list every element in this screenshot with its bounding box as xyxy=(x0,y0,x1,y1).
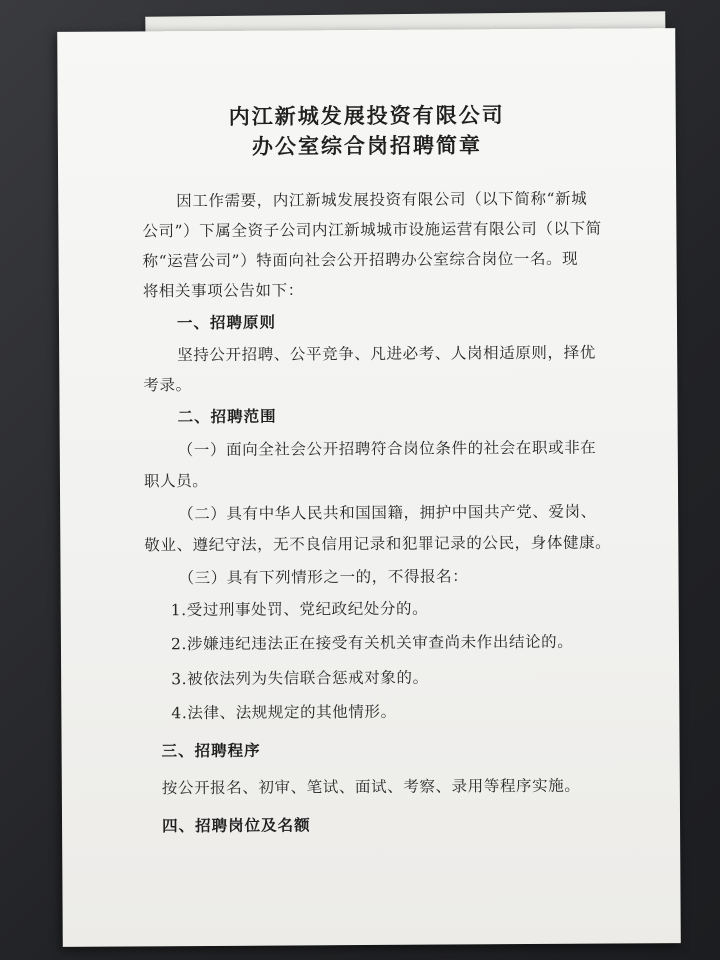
section-2-item-3: （三）具有下列情形之一的，不得报名： xyxy=(178,567,469,588)
intro-line-4: 将相关事项公告如下： xyxy=(142,281,304,301)
sub-item-2: 2.涉嫌违纪违法正在接受有关机关审查尚未作出结论的。 xyxy=(170,632,574,654)
title-line-2: 办公室综合岗招聘简章 xyxy=(251,132,482,159)
section-3-line-1: 按公开报名、初审、笔试、面试、考察、录用等程序实施。 xyxy=(161,776,581,798)
section-4-heading: 四、招聘岗位及名额 xyxy=(162,815,311,836)
section-2-item-2-line-1: （二）具有中华人民共和国国籍，拥护中国共产党、爱岗、 xyxy=(178,502,597,524)
sub-item-4: 4.法律、法规规定的其他情形。 xyxy=(171,702,397,723)
section-2-item-2-line-2: 敬业、遵纪守法，无不良信用记录和犯罪记录的公民，身体健康。 xyxy=(144,533,612,555)
sub-item-1: 1.受过刑事处罚、党纪政纪处分的。 xyxy=(170,599,429,620)
section-2-item-1-line-1: （一）面向全社会公开招聘符合岗位条件的社会在职或非在 xyxy=(177,438,597,460)
title-line-1: 内江新城发展投资有限公司 xyxy=(228,102,505,129)
section-1-line-2: 考录。 xyxy=(143,376,192,395)
section-2-heading: 二、招聘范围 xyxy=(177,406,277,427)
sub-item-3: 3.被依法列为失信联合惩戒对象的。 xyxy=(171,668,429,689)
section-2-item-1-line-2: 职人员。 xyxy=(143,471,209,491)
section-1-heading: 一、招聘原则 xyxy=(176,312,277,333)
section-1-line-1: 坚持公开招聘、公平竞争、凡进必考、人岗相适原则，择优 xyxy=(177,343,596,365)
section-3-heading: 三、招聘程序 xyxy=(161,740,261,761)
intro-line-1: 因工作需要，内江新城发展投资有限公司（以下简称“新城 xyxy=(176,189,588,211)
intro-line-2: 公司”）下属全资子公司内江新城城市设施运营有限公司（以下简 xyxy=(142,219,602,241)
document-page xyxy=(57,28,681,947)
intro-line-3: 称“运营公司”）特面向社会公开招聘办公室综合岗位一名。现 xyxy=(142,249,579,271)
